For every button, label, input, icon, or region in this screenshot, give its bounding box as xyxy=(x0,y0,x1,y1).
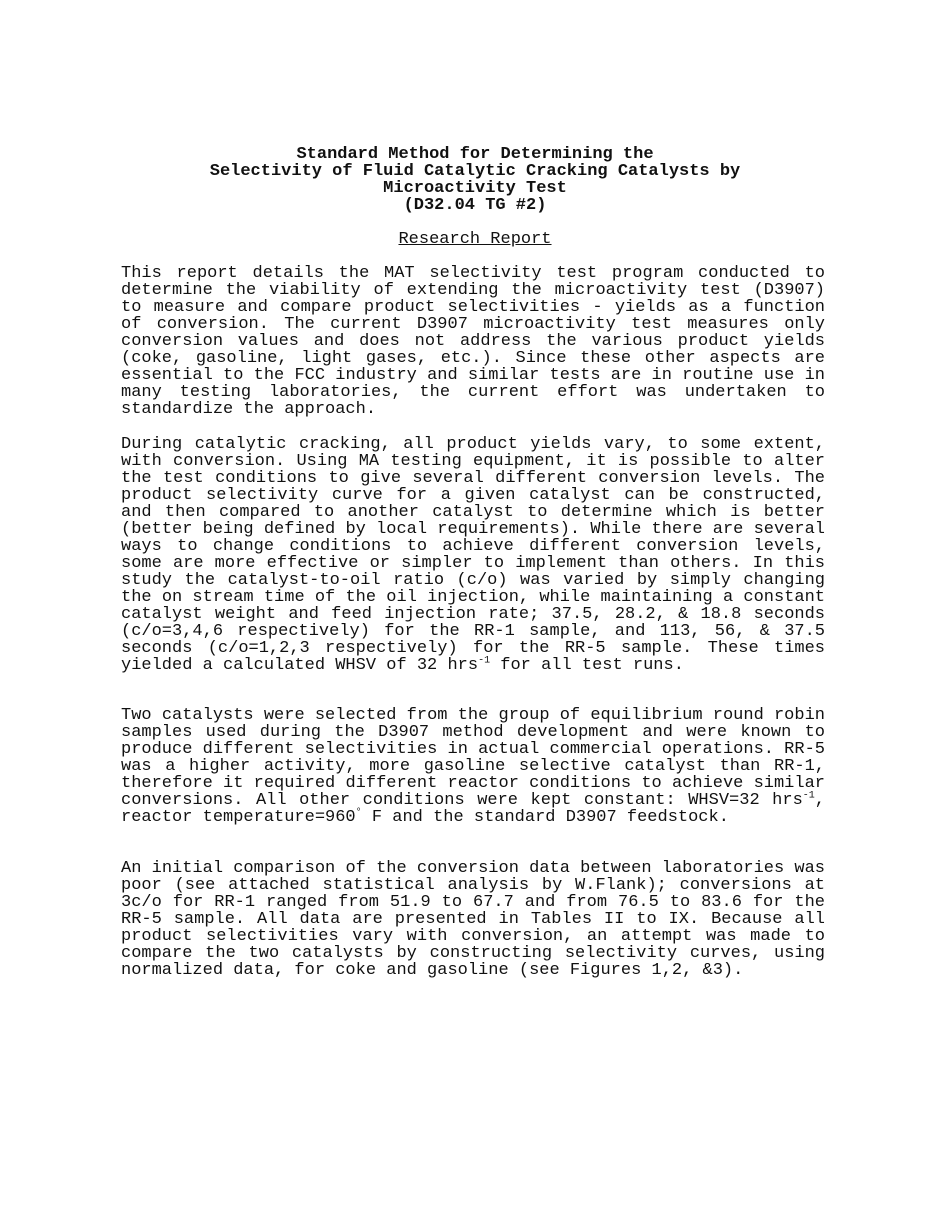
title-line-2: Selectivity of Fluid Catalytic Cracking Catalysts by xyxy=(209,162,741,181)
subtitle-text: Research Report xyxy=(398,230,552,249)
paragraph-3-text-mid: , reactor temperature=960 xyxy=(121,791,825,827)
paragraph-3-text: Two catalysts were selected from the group of equilibrium round robin samples used during the D3907 method development and were known to produce different selectivities in actual commercial operations. RR-5 was a higher activity, more gasoline selective catalyst than RR-1, therefore it required different reactor conditions to achieve similar conversions. All other conditions were kept constant: WHSV=32 hrs xyxy=(121,706,825,810)
superscript: -1 xyxy=(802,790,815,802)
paragraph-2 xyxy=(121,436,825,674)
title-line-1: Standard Method for Determining the xyxy=(296,145,654,164)
document-title xyxy=(0,146,950,214)
paragraph-3 xyxy=(121,707,825,826)
paragraph-4: An initial comparison of the conversion data between laboratories was poor (see attached statistical analysis by W.Flank); conversions at 3c/o for RR-1 ranged from 51.9 to 67.7 and from 76.5 to 83.6 for the RR-5 sample. All data are presented in Tables II to IX. Because all product selectivities vary with conversion, an attempt was made to compare the two catalysts by constructing selectivity curves, using normalized data, for coke and gasoline (see Figures 1,2, &3). xyxy=(121,859,825,980)
report-subtitle xyxy=(0,231,950,248)
paragraph-2-text-end: for all test runs. xyxy=(490,656,684,675)
superscript: -1 xyxy=(478,655,491,667)
title-line-4: (D32.04 TG #2) xyxy=(403,196,547,215)
paragraph-3-text-end: F and the standard D3907 feedstock. xyxy=(361,808,729,827)
title-line-3: Microactivity Test xyxy=(383,179,567,198)
degree-symbol: ° xyxy=(355,807,362,819)
paragraph-1: This report details the MAT selectivity test program conducted to determine the viability of extending the microactivity test (D3907) to measure and compare product selectivities - yields as a function of conversion. The current D3907 microactivity test measures only conversion values and does not address the various product yields (coke, gasoline, light gases, etc.). Since these other aspects are essential to the FCC industry and similar tests are in routine use in many testing laboratories, the current effort was undertaken to standardize the approach. xyxy=(121,264,825,419)
paragraph-2-text: During catalytic cracking, all product yields vary, to some extent, with conversion. Using MA testing equipment, it is possible to alter the test conditions to give several different conversion levels. The product selectivity curve for a given catalyst can be constructed, and then compared to another catalyst to determine which is better (better being defined by local requirements). While there are several ways to change conditions to achieve different conversion levels, some are more effective or simpler to implement than others. In this study the catalyst-to-oil ratio (c/o) was varied by simply changing the on stream time of the oil injection, while maintaining a constant catalyst weight and feed injection rate; 37.5, 28.2, & 18.8 seconds (c/o=3,4,6 respectively) for the RR-1 sample, and 113, 56, & 37.5 seconds (c/o=1,2,3 respectively) for the RR-5 sample. These times yielded a calculated WHSV of 32 hrs xyxy=(121,435,825,675)
